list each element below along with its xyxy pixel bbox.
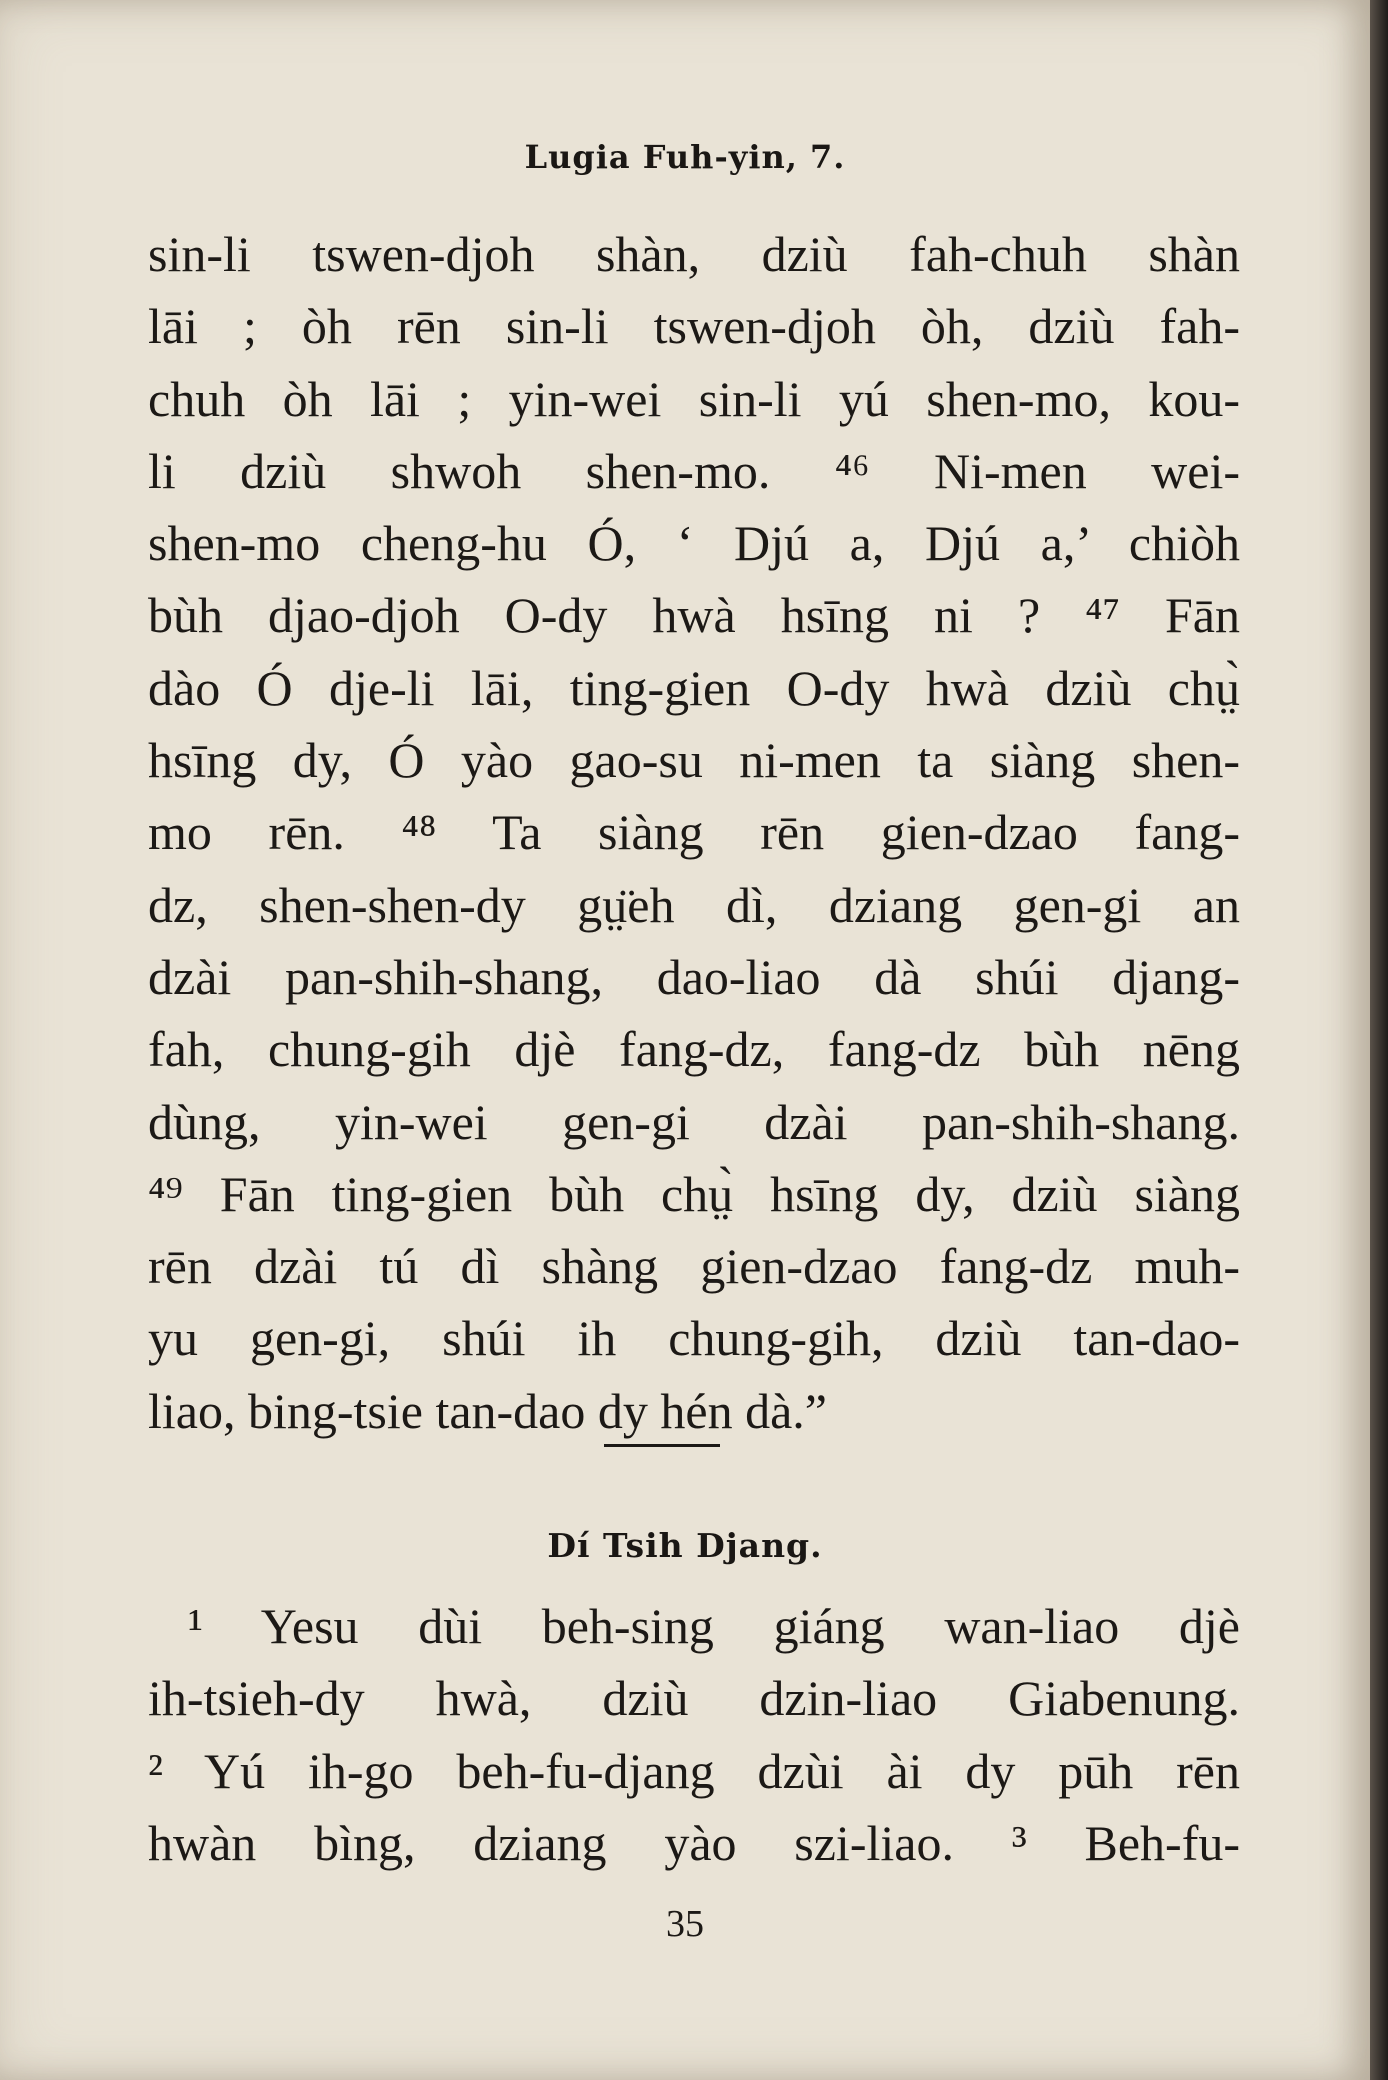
text-line: bùh djao-djoh O-dy hwà hsīng ni ? ⁴⁷ Fān [148, 587, 1240, 644]
running-head: Lugia Fuh-yin, 7. [524, 138, 846, 176]
text-line: ih-tsieh-dy hwà, dziù dzin-liao Giabenung. [148, 1670, 1240, 1727]
text-line: ¹ Yesu dùi beh-sing giáng wan-liao djè [188, 1598, 1240, 1654]
book-spine-edge [1370, 0, 1388, 2080]
page-number: 35 [666, 1903, 704, 1945]
text-line: fah, chung-gih djè fang-dz, fang-dz bùh nēng [148, 1021, 1240, 1078]
text-line: mo rēn. ⁴⁸ Ta siàng rēn gien-dzao fang- [148, 804, 1240, 861]
text-line: rēn dzài tú dì shàng gien-dzao fang-dz muh- [148, 1238, 1240, 1295]
text-line: lāi ; òh rēn sin-li tswen-djoh òh, dziù fah- [148, 298, 1240, 355]
text-line: chuh òh lāi ; yin-wei sin-li yú shen-mo, kou- [148, 370, 1240, 427]
text-line: dào Ó dje-li lāi, ting-gien O-dy hwà dziù chṳ̀ [148, 659, 1240, 716]
text-line: ⁴⁹ Fān ting-gien bùh chṳ̀ hsīng dy, dziù siàng [148, 1165, 1240, 1222]
text-line: ² Yú ih-go beh-fu-djang dzùi ài dy pūh rēn [148, 1742, 1240, 1799]
chapter-heading: Dí Tsih Djang. [547, 1526, 823, 1565]
text-line: dùng, yin-wei gen-gi dzài pan-shih-shang. [148, 1093, 1240, 1150]
text-line: li dziù shwoh shen-mo. ⁴⁶ Ni-men wei- [148, 442, 1240, 499]
verse-paragraph-2 [148, 1590, 1240, 1879]
text-line: dzài pan-shih-shang, dao-liao dà shúi djang- [148, 948, 1240, 1005]
text-line: dz, shen-shen-dy gṳ̈eh dì, dziang gen-gi an [148, 876, 1240, 933]
text-line: hwàn bìng, dziang yào szi-liao. ³ Beh-fu- [148, 1814, 1240, 1871]
text-line: sin-li tswen-djoh shàn, dziù fah-chuh shàn [148, 226, 1240, 282]
text-line: yu gen-gi, shúi ih chung-gih, dziù tan-dao- [148, 1310, 1240, 1367]
section-divider [604, 1444, 720, 1447]
text-line: liao, bing-tsie tan-dao dy hén dà.” [148, 1382, 827, 1439]
verse-paragraph-1 [148, 218, 1240, 1447]
text-line: shen-mo cheng-hu Ó, ‘ Djú a, Djú a,’ chiòh [148, 515, 1240, 572]
text-line: hsīng dy, Ó yào gao-su ni-men ta siàng shen- [148, 732, 1240, 789]
